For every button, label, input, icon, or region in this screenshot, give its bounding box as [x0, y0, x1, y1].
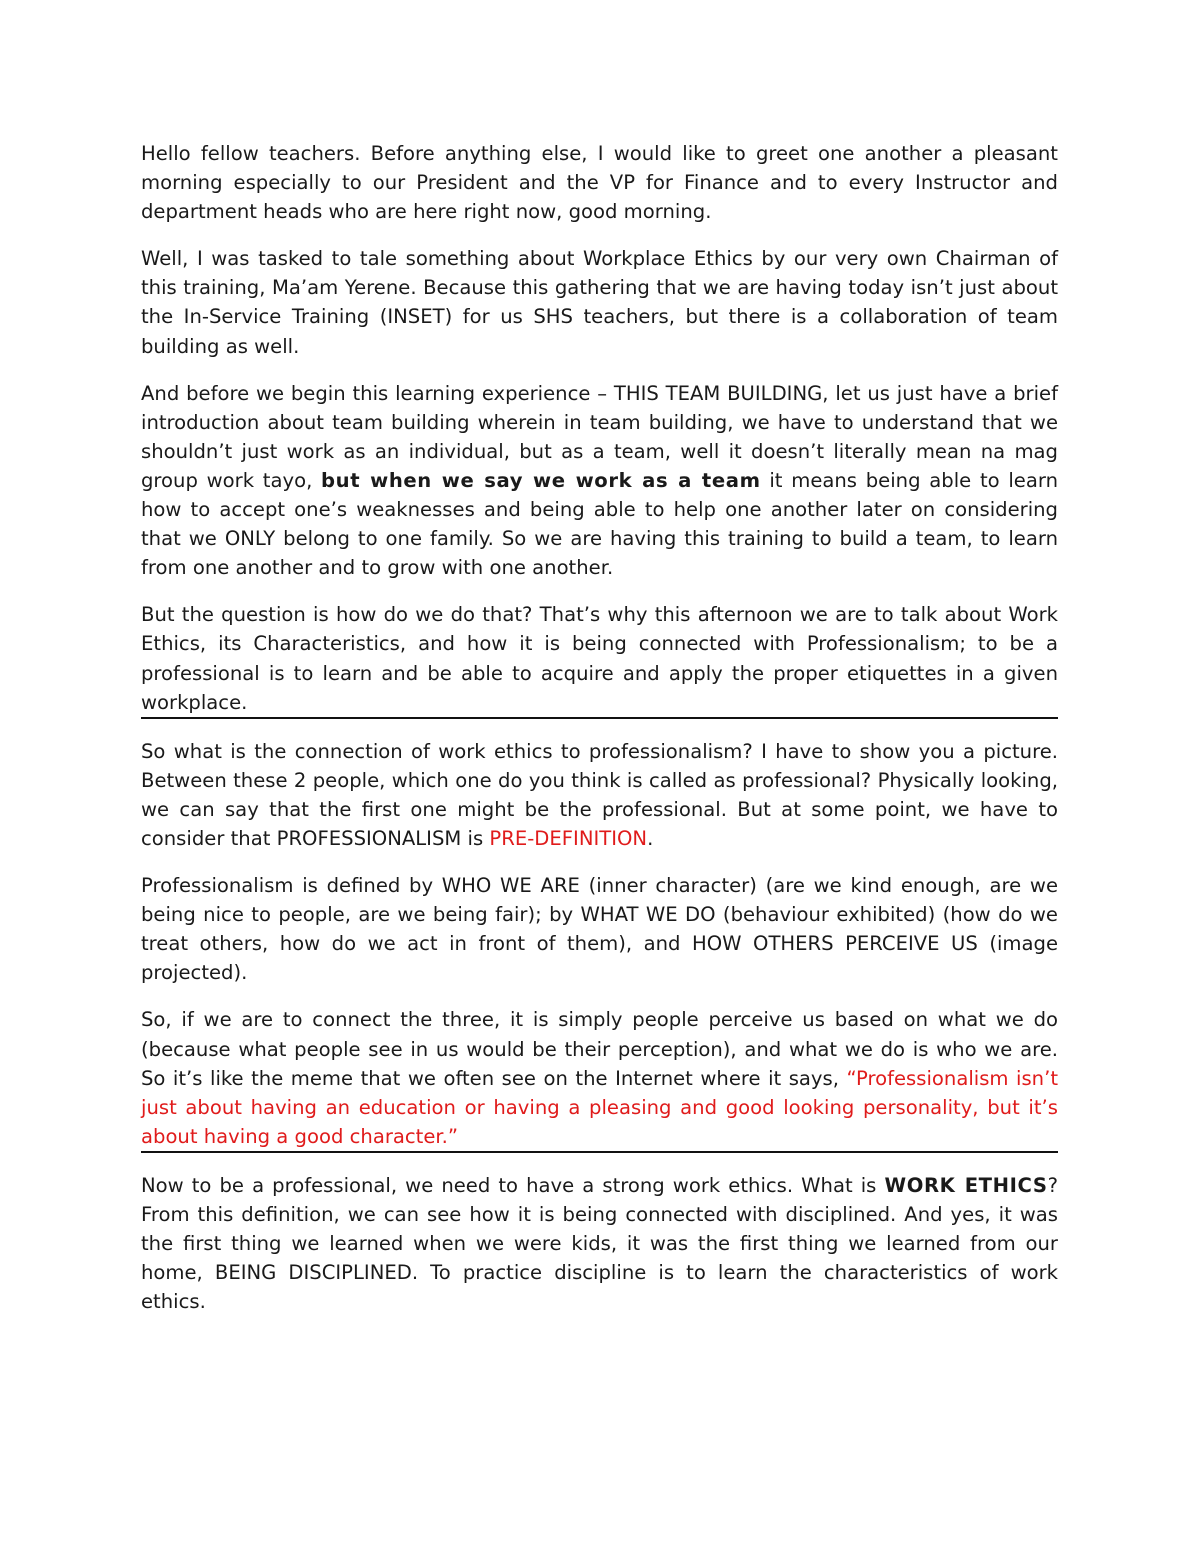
paragraph-question: But the question is how do we do that? That’s why this afternoon we are to talk about Work Ethics, its Characteristics, and how it is being connected with Professionalism; to be a professional is to learn and be able to acquire and apply the proper etiquettes in a given workplace. [141, 603, 1058, 714]
bold-emphasis-team: but when we say we work as a team [321, 468, 761, 492]
paragraph-work-ethics-text-end: ? From this definition, we can see how it is being connected with disciplined. And yes, it was the first thing we learned when we were kids, it was the first thing we learned from our home, BEING DISCIPLINED. To practice discipline is to learn the characteristics of work ethics. [141, 1173, 1058, 1314]
paragraph-connection-text: So what is the connection of work ethics to professionalism? I have to show you a picture. Between these 2 people, which one do you think is called as professional? Physically looking, we can say that the first one might be the professional. But at some point, we have to consider that PROFESSIONALISM is [141, 739, 1058, 850]
paragraph-team-building-text-start: And before we begin this learning experience – THIS TEAM BUILDING, let us just have a brief introduction about team building wherein in team building, we have to understand that we shouldn’t just work as an individual, but as a team, well it doesn’t literally mean na mag group work tayo, [141, 381, 1058, 492]
paragraph-definition: Professionalism is defined by WHO WE ARE (inner character) (are we kind enough, are we being nice to people, are we being fair); by WHAT WE DO (behaviour exhibited) (how do we treat others, how do we act in front of them), and HOW OTHERS PERCEIVE US (image projected). [141, 874, 1058, 985]
paragraph-team-building [141, 379, 1058, 583]
document-page [141, 139, 1058, 1334]
highlight-pre-definition: PRE-DEFINITION [489, 826, 648, 850]
section-divider-2 [141, 1151, 1058, 1153]
paragraph-work-ethics-text-start: Now to be a professional, we need to have a strong work ethics. What is [141, 1173, 885, 1197]
paragraph-work-ethics [141, 1171, 1058, 1316]
paragraph-meme [141, 1005, 1058, 1150]
paragraph-connection-period: . [647, 826, 654, 850]
highlight-quote: “Professionalism isn’t just about having an education or having a pleasing and good looking personality, but it’s about having a good character.” [141, 1066, 1058, 1148]
paragraph-task: Well, I was tasked to tale something about Workplace Ethics by our very own Chairman of this training, Ma’am Yerene. Because this gathering that we are having today isn’t just about the In-Service Training (INSET) for us SHS teachers, but there is a collaboration of team building as well. [141, 247, 1058, 358]
section-divider-1 [141, 717, 1058, 719]
paragraph-connection [141, 737, 1058, 853]
paragraph-greeting: Hello fellow teachers. Before anything else, I would like to greet one another a pleasant morning especially to our President and the VP for Finance and to every Instructor and department heads who are here right now, good morning. [141, 142, 1058, 224]
bold-work-ethics: WORK ETHICS [884, 1173, 1048, 1197]
paragraph-meme-text: So, if we are to connect the three, it is simply people perceive us based on what we do (because what people see in us would be their perception), and what we do is who we are. So it’s like the meme that we often see on the Internet where it says, [141, 1008, 1058, 1090]
paragraph-team-building-text-end: it means being able to learn how to accept one’s weaknesses and being able to help one another later on considering that we ONLY belong to one family. So we are having this training to build a team, to learn from one another and to grow with one another. [141, 468, 1058, 580]
